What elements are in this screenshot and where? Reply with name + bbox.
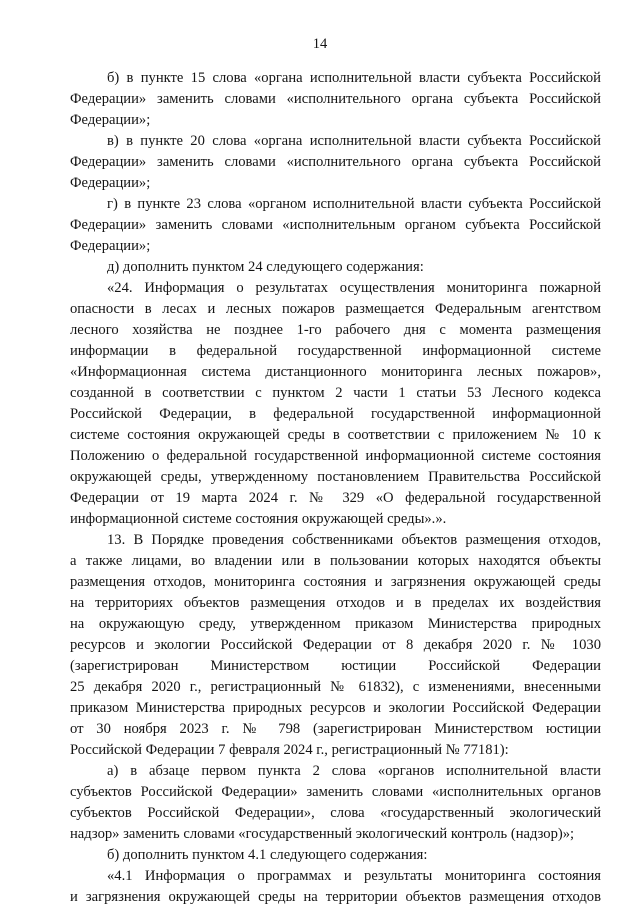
- text-line: окружающей среды, утвержденному постановлением Правительства Российской: [70, 469, 601, 485]
- text-line: системе состояния окружающей среды в соответствии с приложением № 10 к: [70, 427, 601, 443]
- text-line: и загрязнения окружающей среды на территории объектов размещения отходов: [70, 889, 601, 905]
- text-line: Российской Федерации 7 февраля 2024 г., регистрационный № 77181):: [70, 742, 509, 758]
- text-line: субъектов Российской Федерации» заменить словами «исполнительных органов: [70, 784, 601, 800]
- text-line: «24. Информация о результатах осуществления мониторинга пожарной: [107, 280, 601, 296]
- text-line: Федерации» заменить словами «исполнительного органа субъекта Российской: [70, 91, 601, 107]
- text-line: б) в пункте 15 слова «органа исполнительной власти субъекта Российской: [107, 70, 601, 86]
- text-line: созданной в соответствии с пунктом 2 части 1 статьи 53 Лесного кодекса: [70, 385, 601, 401]
- text-line: Федерации» заменить словами «исполнительного органа субъекта Российской: [70, 154, 601, 170]
- text-line: Федерации» заменить словами «исполнительным органом субъекта Российской: [70, 217, 601, 233]
- text-line: размещения отходов, мониторинга состояния и загрязнения окружающей среды: [70, 574, 601, 590]
- text-line: Федерации»;: [70, 238, 151, 254]
- text-line: лесного хозяйства не позднее 1-го рабочего дня с момента размещения: [70, 322, 601, 338]
- text-line: (зарегистрирован Министерством юстиции Российской Федерации: [70, 658, 601, 674]
- text-line: информации в федеральной государственной информационной системе: [70, 343, 601, 359]
- text-line: 25 декабря 2020 г., регистрационный № 61832), с изменениями, внесенными: [70, 679, 601, 695]
- text-line: Федерации от 19 марта 2024 г. № 329 «О федеральной государственной: [70, 490, 601, 506]
- text-line: приказом Министерства природных ресурсов и экологии Российской Федерации: [70, 700, 601, 716]
- text-line: от 30 ноября 2023 г. № 798 (зарегистрирован Министерством юстиции: [70, 721, 601, 737]
- text-line: б) дополнить пунктом 4.1 следующего содержания:: [107, 847, 428, 863]
- text-line: а также лицами, во владении или в пользовании которых находятся объекты: [70, 553, 601, 569]
- text-line: Российской Федерации, в федеральной государственной информационной: [70, 406, 601, 422]
- text-line: а) в абзаце первом пункта 2 слова «органов исполнительной власти: [107, 763, 601, 779]
- page-number: 14: [312, 36, 328, 52]
- text-line: Федерации»;: [70, 112, 151, 128]
- text-line: д) дополнить пунктом 24 следующего содержания:: [107, 259, 424, 275]
- text-line: «Информационная система дистанционного мониторинга лесных пожаров»,: [70, 364, 601, 380]
- text-line: Федерации»;: [70, 175, 151, 191]
- text-line: надзор» заменить словами «государственный экологический контроль (надзор)»;: [70, 826, 575, 842]
- text-line: 13. В Порядке проведения собственниками объектов размещения отходов,: [107, 532, 601, 548]
- text-line: «4.1 Информация о программах и результаты мониторинга состояния: [107, 868, 601, 884]
- text-line: г) в пункте 23 слова «органом исполнительной власти субъекта Российской: [107, 196, 601, 212]
- text-line: информационной системе состояния окружающей среды».».: [70, 511, 447, 527]
- text-line: Положению о федеральной государственной информационной системе состояния: [70, 448, 601, 464]
- text-line: в) в пункте 20 слова «органа исполнительной власти субъекта Российской: [107, 133, 601, 149]
- text-line: ресурсов и экологии Российской Федерации от 8 декабря 2020 г. № 1030: [70, 637, 601, 653]
- text-line: на территориях объектов размещения отходов и в пределах их воздействия: [70, 595, 601, 611]
- text-line: опасности в лесах и лесных пожаров размещается Федеральным агентством: [70, 301, 601, 317]
- text-line: субъектов Российской Федерации», слова «государственный экологический: [70, 805, 601, 821]
- text-line: на окружающую среду, утвержденном приказом Министерства природных: [70, 616, 601, 632]
